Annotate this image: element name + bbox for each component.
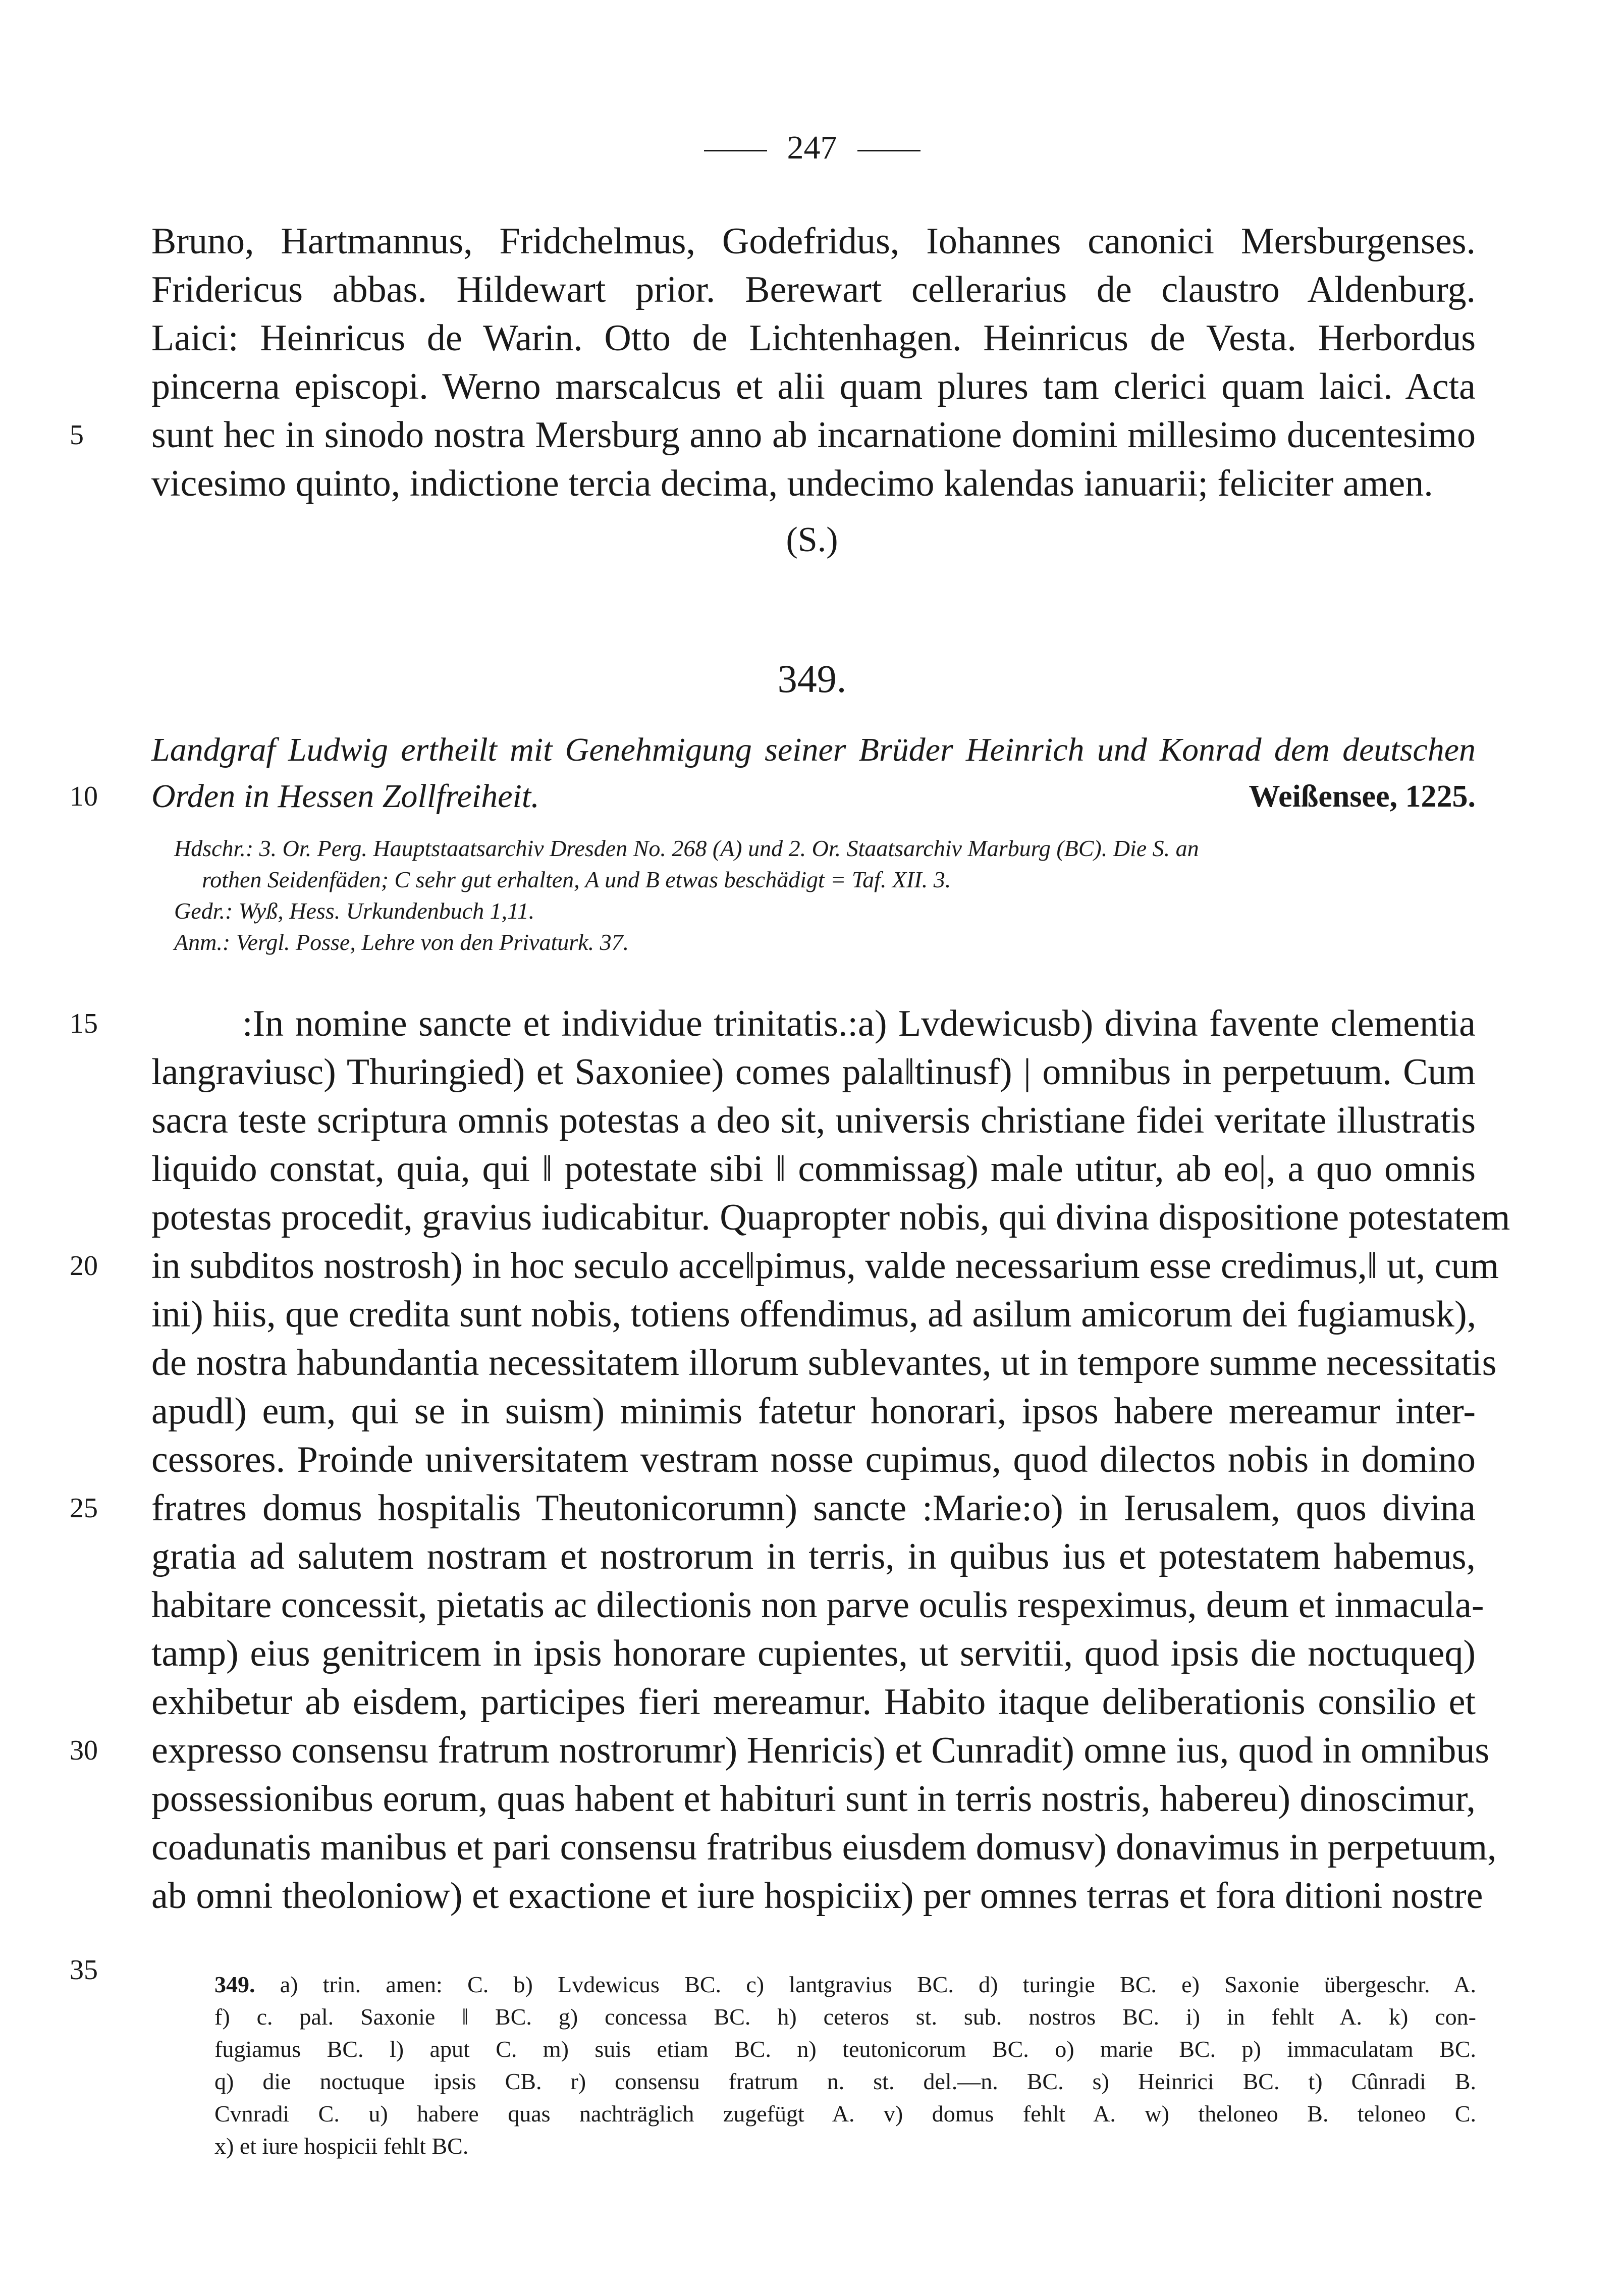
charter-line: exhibetur ab eisdem, participes fieri mereamur. Habito itaque deliberationis consilio et	[151, 1681, 1476, 1723]
charter-line: in subditos nostrosh) in hoc seculo acce‖pimus, valde necessarium esse credimus,‖ ut, cum	[151, 1245, 1499, 1287]
charter-line: ini) hiis, que credita sunt nobis, totiens offendimus, ad asilum amicorum dei fugiamusk),	[151, 1294, 1477, 1335]
charter-line: expresso consensu fratrum nostrorumr) Henricis) et Cunradit) omne ius, quod in omnibus	[151, 1730, 1490, 1771]
seal-mark: (S.)	[786, 520, 838, 559]
charter-line: habitare concessit, pietatis ac dilectionis non parve oculis respeximus, deum et inmacula-	[151, 1584, 1484, 1626]
charter-line: gratia ad salutem nostram et nostrorum in terris, in quibus ius et potestatem habemus,	[151, 1536, 1476, 1577]
document-number: 349.	[777, 657, 847, 701]
source-note: rothen Seidenfäden; C sehr gut erhalten, A und B etwas beschädigt = Taf. XII. 3.	[202, 867, 951, 892]
line-number: 25	[70, 1493, 98, 1524]
apparatus-line	[214, 1969, 1476, 2001]
apparatus-line: fugiamus BC. l) aput C. m) suis etiam BC. n) teutonicorum BC. o) marie BC. p) immaculatam BC.	[214, 2036, 1476, 2062]
charter-line: liquido constat, quia, qui ‖ potestate sibi ‖ commissag) male utitur, ab eo|, a quo omnis	[151, 1148, 1476, 1190]
page-number: 247	[787, 129, 837, 166]
regest-line: Landgraf Ludwig ertheilt mit Genehmigung seiner Brüder Heinrich und Konrad dem deutschen	[151, 731, 1476, 768]
apparatus-line: f) c. pal. Saxonie ‖ BC. g) concessa BC. h) ceteros st. sub. nostros BC. i) in fehlt A. k) con-	[214, 2004, 1476, 2030]
remark-note: Anm.: Vergl. Posse, Lehre von den Privaturk. 37.	[174, 929, 629, 955]
charter-line: tamp) eius genitricem in ipsis honorare cupientes, ut servitii, quod ipsis die noctuqueq)	[151, 1633, 1476, 1674]
prev-text-line: vicesimo quinto, indictione tercia decima, undecimo kalendas ianuarii; feliciter amen.	[151, 463, 1433, 504]
charter-line: langraviusc) Thuringied) et Saxoniee) comes pala‖tinusf) | omnibus in perpetuum. Cum	[151, 1051, 1476, 1093]
line-number: 15	[70, 1008, 98, 1039]
prev-text-line: pincerna episcopi. Werno marscalcus et alii quam plures tam clerici quam laici. Acta	[151, 366, 1476, 407]
charter-line: coadunatis manibus et pari consensu fratribus eiusdem domusv) donavimus in perpetuum,	[151, 1827, 1497, 1868]
apparatus-line: q) die noctuque ipsis CB. r) consensu fratrum n. st. del.—n. BC. s) Heinrici BC. t) Cûnradi B.	[214, 2068, 1476, 2094]
charter-line: cessores. Proinde universitatem vestram nosse cupimus, quod dilectos nobis in domino	[151, 1439, 1476, 1480]
prev-text-line: Fridericus abbas. Hildewart prior. Berewart cellerarius de claustro Aldenburg.	[151, 269, 1476, 310]
charter-line: ab omni theoloniow) et exactione et iure hospiciix) per omnes terras et fora ditioni nostre	[151, 1875, 1483, 1917]
apparatus-text: a) trin. amen: C. b) Lvdewicus BC. c) lantgravius BC. d) turingie BC. e) Saxonie übergeschr. A.	[280, 1972, 1476, 1997]
line-number: 35	[70, 1954, 98, 1986]
charter-line: de nostra habundantia necessitatem illorum sublevantes, ut in tempore summe necessitatis	[151, 1342, 1497, 1384]
print-note: Gedr.: Wyß, Hess. Urkundenbuch 1,11.	[174, 898, 535, 924]
charter-line: potestas procedit, gravius iudicabitur. Quapropter nobis, qui divina dispositione potestatem	[151, 1197, 1510, 1238]
prev-text-line: sunt hec in sinodo nostra Mersburg anno ab incarnatione domini millesimo ducentesimo	[151, 414, 1476, 456]
apparatus-line: x) et iure hospicii fehlt BC.	[214, 2133, 469, 2159]
line-number: 20	[70, 1250, 98, 1282]
regest-line: Orden in Hessen Zollfreiheit.	[151, 778, 539, 815]
line-number: 10	[70, 781, 98, 812]
page-header	[0, 129, 1624, 167]
charter-line: apudl) eum, qui se in suism) minimis fatetur honorari, ipsos habere mereamur inter-	[151, 1391, 1476, 1432]
header-rule-left	[704, 150, 767, 151]
charter-line: sacra teste scriptura omnis potestas a deo sit, universis christiane fidei veritate illustratis	[151, 1100, 1476, 1141]
source-note: Hdschr.: 3. Or. Perg. Hauptstaatsarchiv Dresden No. 268 (A) und 2. Or. Staatsarchiv Marburg (BC). Die S. an	[174, 835, 1199, 861]
line-number: 5	[70, 419, 84, 451]
charter-line: fratres domus hospitalis Theutonicorumn) sancte :Marie:o) in Ierusalem, quos divina	[151, 1487, 1476, 1529]
line-number: 30	[70, 1735, 98, 1766]
charter-line: :In nomine sancte et individue trinitatis.:a) Lvdewicusb) divina favente clementia	[242, 1003, 1476, 1044]
apparatus-label: 349.	[214, 1972, 255, 1997]
charter-line: possessionibus eorum, quas habent et habituri sunt in terris nostris, habereu) dinoscimur,	[151, 1778, 1476, 1820]
prev-text-line: Bruno, Hartmannus, Fridchelmus, Godefridus, Iohannes canonici Mersburgenses.	[151, 221, 1476, 262]
prev-text-line: Laici: Heinricus de Warin. Otto de Lichtenhagen. Heinricus de Vesta. Herbordus	[151, 317, 1476, 359]
apparatus-line: Cvnradi C. u) habere quas nachträglich zugefügt A. v) domus fehlt A. w) theloneo B. teloneo C.	[214, 2101, 1476, 2127]
place-date: Weißensee, 1225.	[1249, 779, 1476, 814]
header-rule-right	[857, 150, 921, 151]
